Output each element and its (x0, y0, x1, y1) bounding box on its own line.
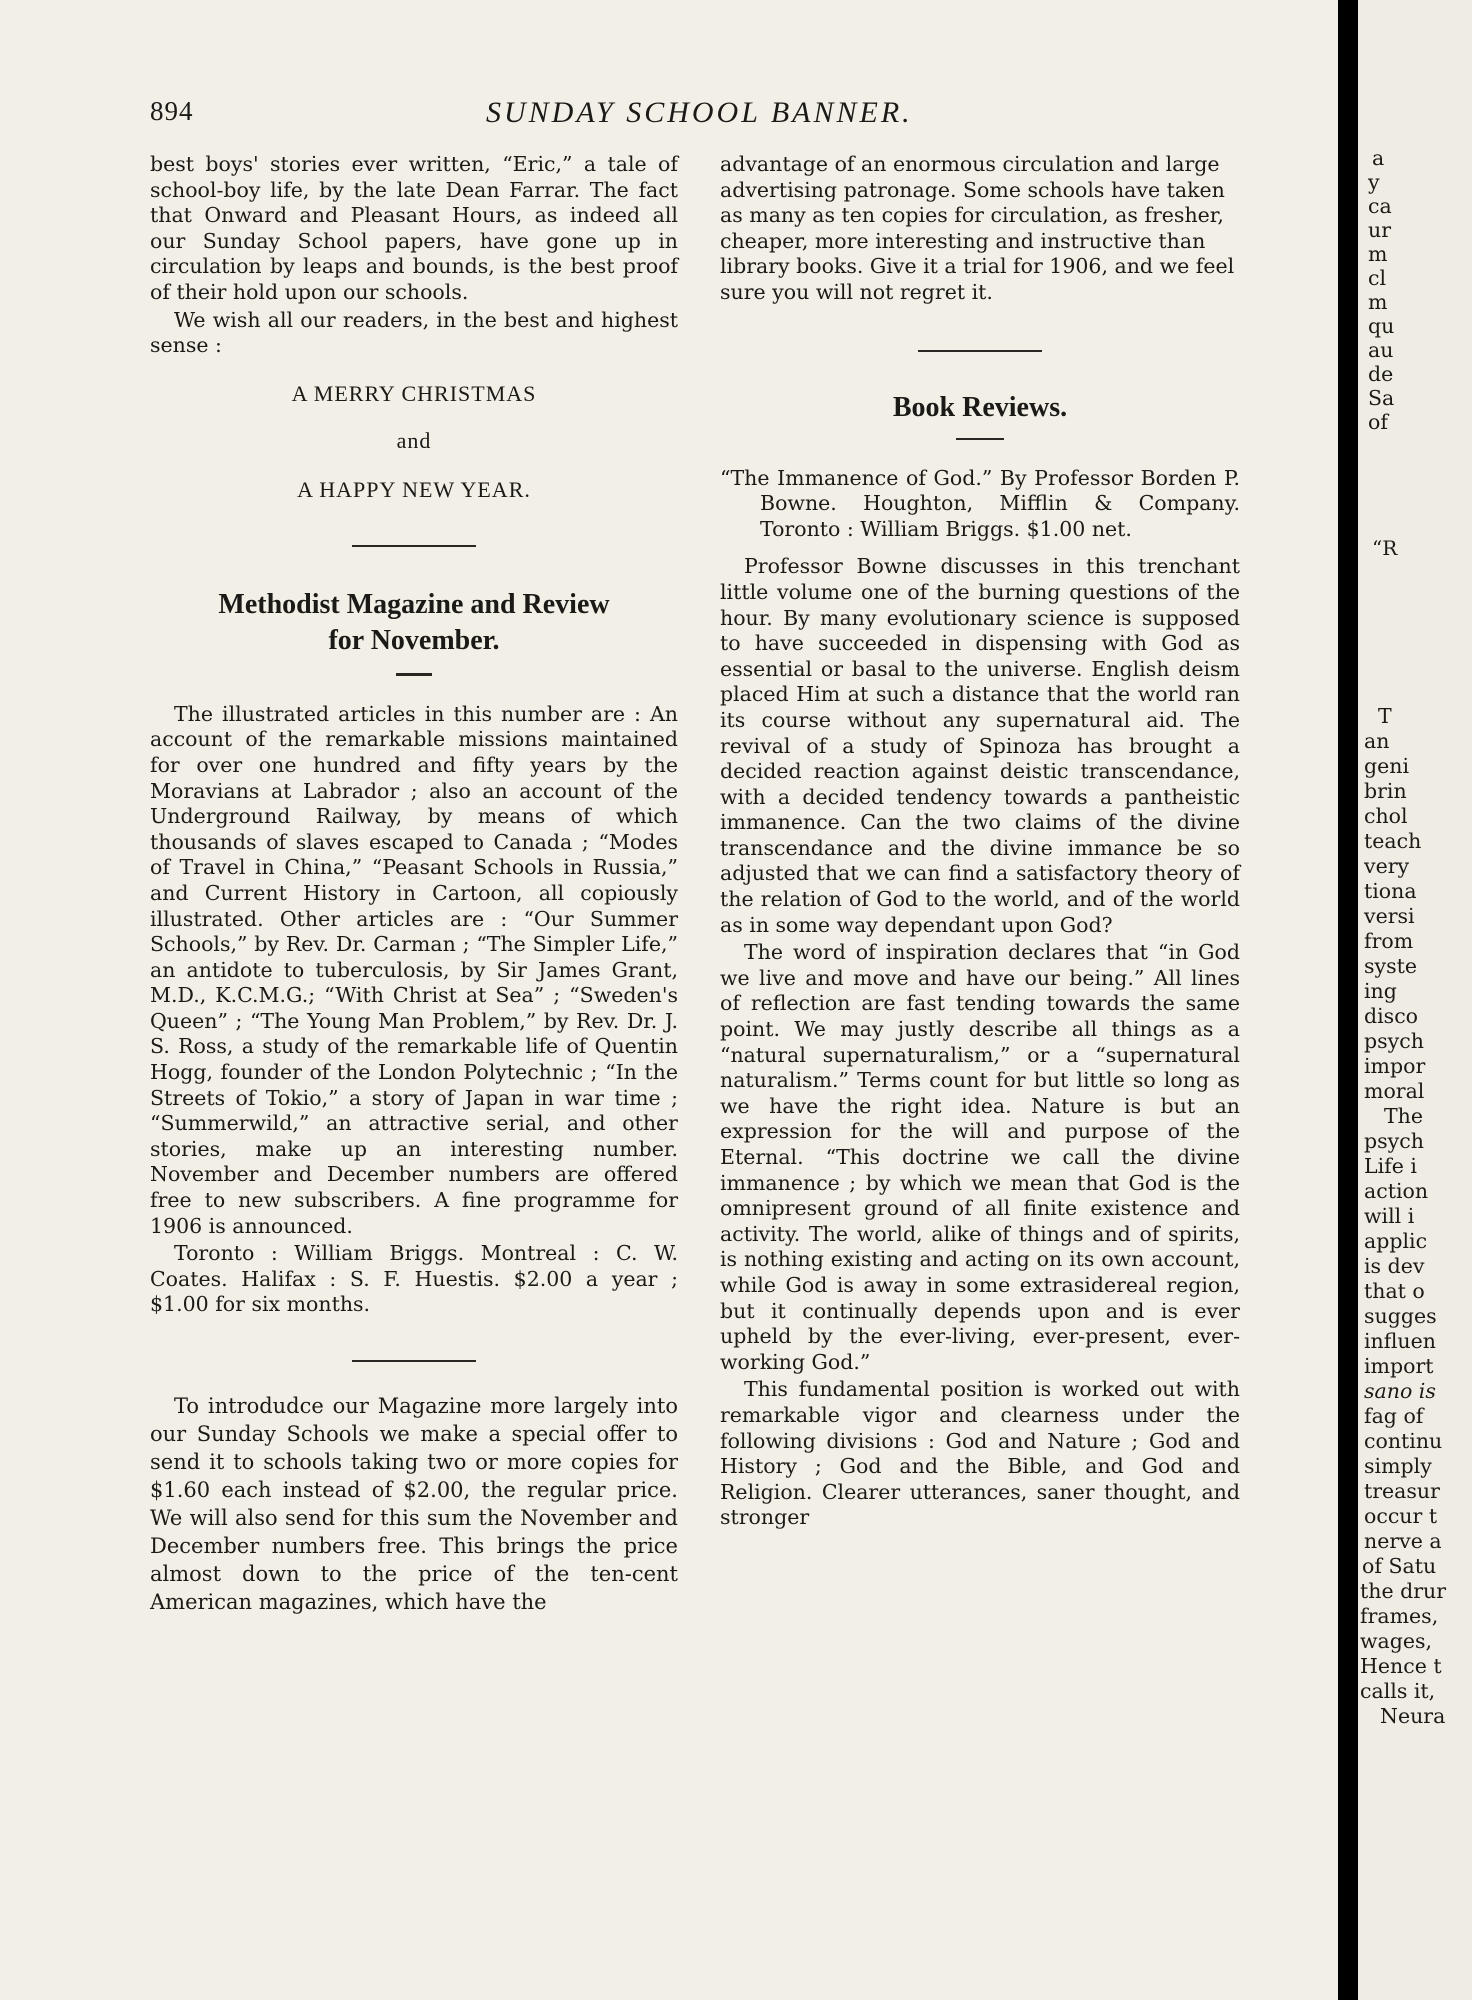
heading-rule (956, 438, 1004, 440)
edge-line: tiona (1364, 879, 1417, 903)
magazine-heading-line-2: for November. (328, 624, 500, 656)
edge-line: teach (1364, 829, 1422, 853)
edge-line: psych (1364, 1029, 1424, 1053)
page-number: 894 (150, 96, 194, 126)
greeting-line-and: and (396, 427, 432, 453)
left-column (150, 152, 678, 1618)
edge-line: chol (1364, 804, 1408, 828)
review-paragraph-2: The word of inspiration declares that “in God we live and move and have our being.” All lines of reflection are fast tending towards the same point. We may justly describe all things as a “natural supernaturalism,” or a “supernatural naturalism.” Terms count for but little so long as we have the right idea. Nature is but an expression for the will and purpose of the Eternal. “This doctrine we call the divine immanence ; by which we mean that God is the omnipresent ground of all finite existence and activity. The world, alike of things and of spirits, is nothing existing and acting on its own account, while God is away in some extrasidereal region, but it continually depends upon and is ever upheld by the ever-living, ever-present, ever-working God.” (720, 940, 1240, 1374)
edge-line: action (1364, 1179, 1429, 1203)
greeting-line-new-year: A HAPPY NEW YEAR. (297, 476, 531, 502)
edge-line: y (1368, 170, 1380, 194)
edge-line: disco (1364, 1004, 1419, 1028)
edge-line: ing (1364, 979, 1397, 1003)
edge-line: simply (1364, 1454, 1432, 1478)
adjacent-quote-fragment: “R (1372, 536, 1398, 560)
edge-line: syste (1364, 954, 1417, 978)
edge-line: de (1368, 362, 1394, 386)
edge-line: is dev (1364, 1254, 1425, 1278)
book-citation: “The Immanence of God.” By Professor Borden P. Bowne. Houghton, Mifflin & Company. Toronto : William Briggs. $1.00 net. (720, 465, 1240, 541)
edge-line: from (1364, 929, 1414, 953)
edge-line: of (1368, 410, 1388, 434)
edge-line: an (1364, 729, 1390, 753)
greeting-line-merry-christmas: A MERRY CHRISTMAS (291, 380, 537, 406)
review-paragraph-3: This fundamental position is worked out with remarkable vigor and clearness under the following divisions : God and Nature ; God and History ; God and the Bible, and God and Religion. Clearer utterances, saner thought, and stronger (720, 1377, 1240, 1530)
intro-paragraph: best boys' stories ever written, “Eric,” a tale of school-boy life, by the late Dean Farrar. The fact that Onward and Pleasant Hours, as indeed all our Sunday School papers, have gone up in circulation by leaps and bounds, is the best proof of their hold upon our schools. (150, 152, 678, 304)
edge-line: Life i (1364, 1154, 1417, 1178)
edge-line: cl (1368, 266, 1387, 290)
edge-line: applic (1364, 1229, 1428, 1253)
wish-paragraph: We wish all our readers, in the best and highest sense : (150, 307, 678, 358)
continuation-paragraph: advantage of an enormous circulation and large advertising patronage. Some schools have taken as many as ten copies for circulation, as fresher, cheaper, more interesting and instructive than library books. Give it a trial for 1906, and we feel sure you will not regret it. (720, 152, 1235, 304)
edge-line: m (1368, 242, 1388, 266)
edge-line: wages, (1360, 1629, 1433, 1653)
edge-line: brin (1364, 779, 1407, 803)
edge-line: nerve a (1364, 1529, 1442, 1553)
journal-title: SUNDAY SCHOOL BANNER. (486, 96, 913, 129)
edge-line: fag of (1364, 1404, 1424, 1428)
offer-paragraph: To introdudce our Magazine more largely into our Sunday Schools we make a special offer to send it to schools taking two or more copies for $1.60 each instead of $2.00, the regular price. We will also send for this sum the November and December numbers free. This brings the price almost down to the price of the ten-cent American magazines, which have the (150, 1394, 678, 1614)
edge-line: geni (1364, 754, 1410, 778)
publisher-paragraph: Toronto : William Briggs. Montreal : C. W. Coates. Halifax : S. F. Huestis. $2.00 a year ; $1.00 for six months. (150, 1241, 678, 1317)
edge-line: the drur (1360, 1579, 1447, 1603)
edge-line: qu (1368, 314, 1395, 338)
heading-rule (396, 673, 432, 676)
edge-line: versi (1364, 904, 1415, 928)
edge-line: treasur (1364, 1479, 1440, 1503)
edge-line: frames, (1360, 1604, 1439, 1628)
edge-line: Neura (1380, 1704, 1446, 1728)
edge-line: of Satu (1362, 1554, 1437, 1578)
edge-line: sano is (1364, 1379, 1436, 1403)
reviews-heading: Book Reviews. (892, 391, 1068, 423)
edge-line: sugges (1364, 1304, 1437, 1328)
edge-line: continu (1364, 1429, 1443, 1453)
edge-line: moral (1364, 1079, 1425, 1103)
edge-line: import (1364, 1354, 1434, 1378)
edge-line: Hence t (1360, 1654, 1442, 1678)
edge-line: occur t (1364, 1504, 1438, 1528)
edge-line: will i (1364, 1204, 1415, 1228)
edge-line: impor (1364, 1054, 1426, 1078)
edge-line: a (1372, 146, 1385, 170)
magazine-paragraph: The illustrated articles in this number are : An account of the remarkable missions maintained for over one hundred and fifty years by the Moravians at Labrador ; also an account of the Underground Railway, by means of which thousands of slaves escaped to Canada ; “Modes of Travel in China,” “Peasant Schools in Russia,” and Current History in Cartoon, all copiously illustrated. Other articles are : “Our Summer Schools,” by Rev. Dr. Carman ; “The Simpler Life,” an antidote to tuberculosis, by Sir James Grant, M.D., K.C.M.G.; “With Christ at Sea” ; “Sweden's Queen” ; “The Young Man Problem,” by Rev. Dr. J. S. Ross, a study of the remarkable life of Quentin Hogg, founder of the London Polytechnic ; “In the Streets of Tokio,” a story of Japan in war time ; “Summerwild,” an attractive serial, and other stories, make up an interesting number. November and December numbers are offered free to new subscribers. A fine programme for 1906 is announced. (150, 701, 678, 1238)
edge-line: psych (1364, 1129, 1424, 1153)
edge-line: ur (1368, 218, 1392, 242)
edge-line: calls it, (1360, 1679, 1436, 1703)
magazine-heading-line-1: Methodist Magazine and Review (218, 588, 610, 620)
edge-line: au (1368, 338, 1394, 362)
section-divider (352, 1360, 476, 1362)
edge-line: ca (1368, 194, 1392, 218)
edge-line: The (1384, 1104, 1424, 1128)
edge-line: very (1364, 854, 1410, 878)
edge-line: T (1378, 704, 1392, 728)
edge-line: Sa (1368, 386, 1395, 410)
edge-line: that o (1364, 1279, 1425, 1303)
magazine-heading (150, 587, 678, 659)
adjacent-page-edge (1358, 0, 1472, 2000)
review-paragraph-1: Professor Bowne discusses in this trenchant little volume one of the burning questions of the hour. By many evolutionary science is supposed to have succeeded in dispensing with God as essential or basal to the universe. English deism placed Him at such a distance that the world ran its course without any supernatural aid. The revival of a study of Spinoza has brought a decided reaction against deistic transcendance, with a decided tendency towards a pantheistic immanence. Can the two claims of the divine transcendance and the divine immance be so adjusted that we can find a satisfactory theory of the relation of God to the world, and of the world as in some way dependant upon God? (720, 554, 1240, 937)
edge-line: m (1368, 290, 1388, 314)
edge-line: influen (1364, 1329, 1436, 1353)
running-head (150, 96, 1278, 140)
right-column (720, 152, 1240, 1533)
